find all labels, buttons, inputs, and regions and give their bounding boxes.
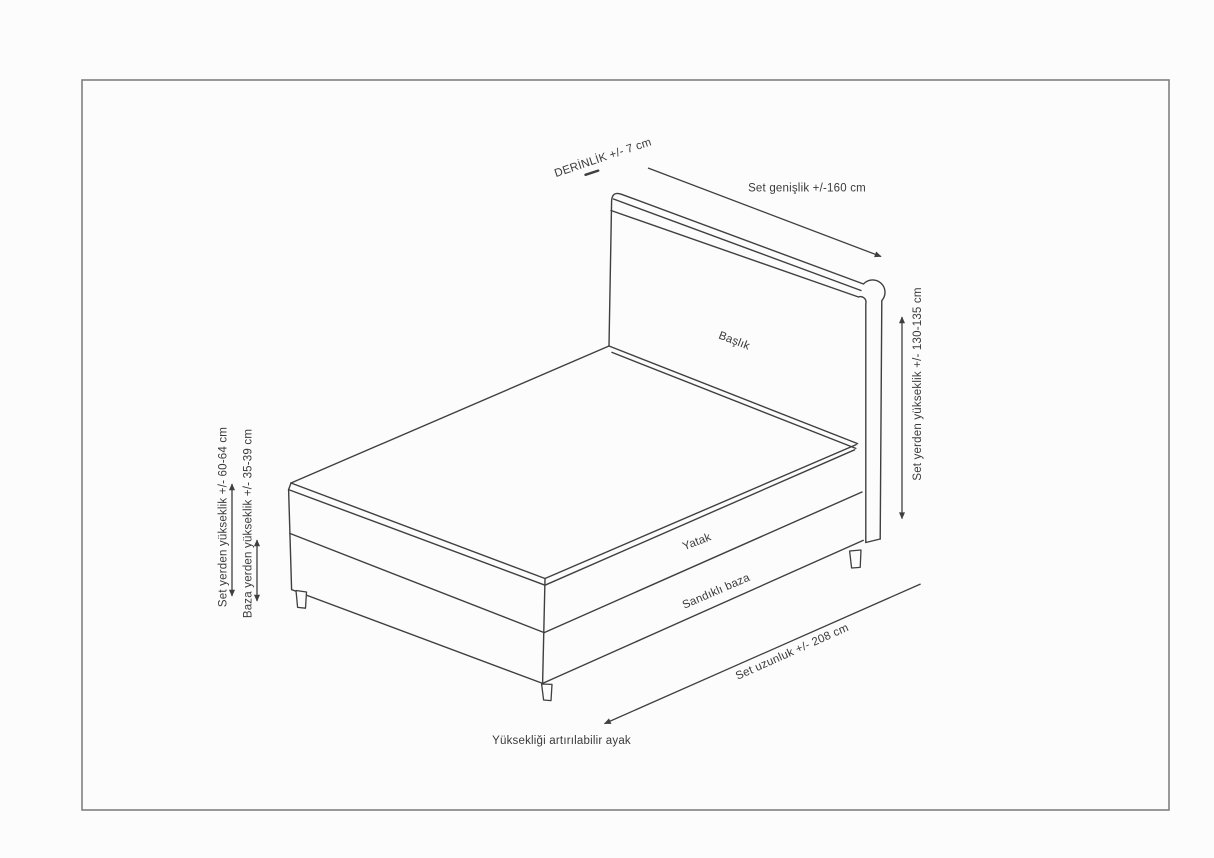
mattress-corner-notch [289, 483, 291, 490]
label-mattress-height-from-floor: Set yerden yükseklik +/- 60-64 cm [217, 426, 230, 608]
headboard-post-bottom [866, 539, 880, 543]
leg-front [542, 684, 552, 701]
left-face-divider [290, 533, 544, 632]
headboard-band-inner [611, 211, 866, 543]
left-face-bottom [292, 590, 543, 684]
diagram-labels [218, 135, 925, 747]
length-dimension-line [605, 584, 921, 724]
front-corner-edge [543, 579, 545, 683]
label-set-width: Set genişlik +/-160 cm [748, 182, 866, 195]
depth-tick-mark [586, 171, 599, 175]
mattress-front-edges [291, 445, 856, 579]
label-mattress: Yatak [680, 531, 713, 554]
label-storage-base: Sandıklı baza [680, 571, 752, 612]
mattress-left-edge [291, 346, 609, 483]
width-dimension-line [648, 168, 881, 257]
bed-drawing [289, 193, 885, 700]
mattress-back-edge [612, 352, 856, 448]
label-set-height-from-floor: Set yerden yükseklik +/- 130-135 cm [912, 287, 924, 481]
headboard-outline [609, 193, 885, 539]
label-depth: DERİNLİK +/- 7 cm [553, 136, 654, 180]
label-base-height-from-floor: Baza yerden yükseklik +/- 35-39 cm [242, 428, 255, 619]
mattress-piping [289, 450, 855, 585]
left-corner-edge [289, 490, 292, 590]
leg-right [850, 550, 861, 568]
headboard-mattress-junction [609, 346, 858, 444]
label-headboard: Başlık [716, 329, 752, 353]
label-adjustable-leg: Yüksekliği artırılabilir ayak [492, 735, 631, 747]
label-set-length: Set uzunluk +/- 208 cm [733, 621, 851, 683]
leg-left [296, 591, 307, 609]
headboard-top-piping [614, 199, 862, 291]
